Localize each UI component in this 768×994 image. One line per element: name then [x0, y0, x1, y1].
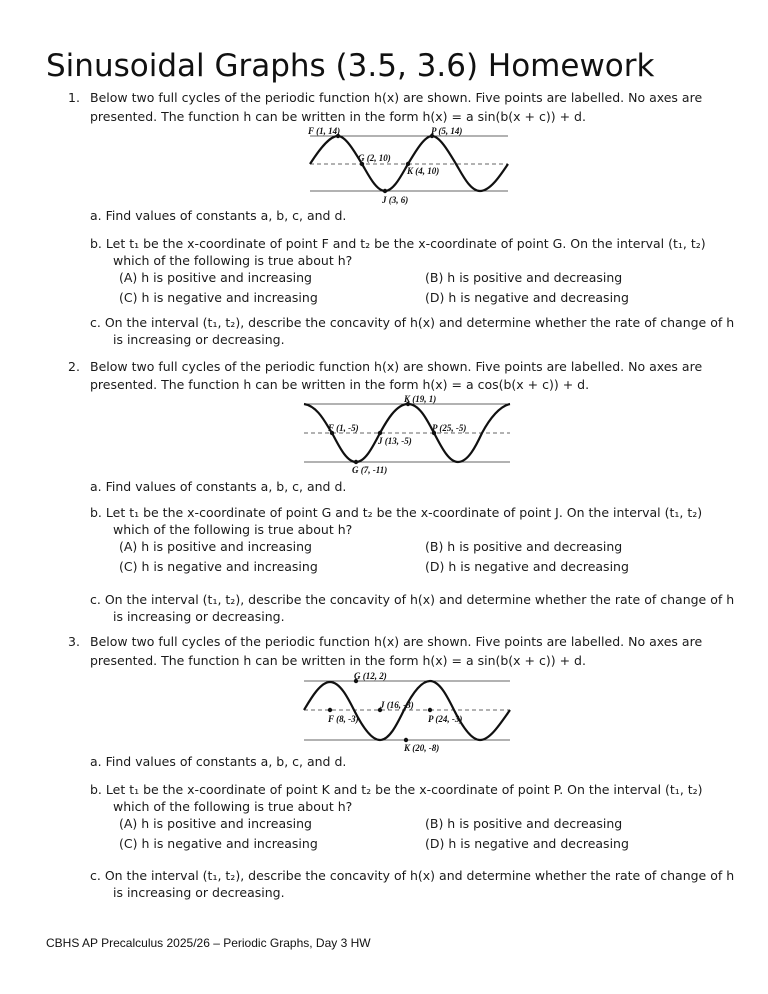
point-f-label: F (8, -3): [328, 714, 359, 724]
question-2-intro-line-1: Below two full cycles of the periodic function h(x) are shown. Five points are labelled. No axes are: [90, 359, 703, 374]
question-2-option-b: (B) h is positive and decreasing: [425, 539, 623, 554]
point-k-marker: [404, 738, 408, 742]
question-2-part-b-line-2: which of the following is true about h?: [113, 522, 353, 537]
question-2-part-c-line-1: c. On the interval (t₁, t₂), describe the concavity of h(x) and determine whether the rate of change of h: [90, 592, 735, 607]
point-j-label: J (3, 6): [382, 195, 409, 205]
point-j-label: J (13, -5): [378, 436, 412, 446]
question-3-part-c-line-1: c. On the interval (t₁, t₂), describe the concavity of h(x) and determine whether the rate of change of h: [90, 868, 735, 883]
point-k-label: K (20, -8): [404, 743, 440, 753]
question-2-graph: [296, 394, 516, 480]
question-3-intro-line-1: Below two full cycles of the periodic function h(x) are shown. Five points are labelled. No axes are: [90, 634, 703, 649]
point-g-label: G (12, 2): [354, 671, 387, 681]
question-2-option-c: (C) h is negative and increasing: [119, 559, 318, 574]
point-f-label: F (1, 14): [308, 126, 341, 136]
question-3-option-d: (D) h is negative and decreasing: [425, 836, 629, 851]
question-1-option-a: (A) h is positive and increasing: [119, 270, 312, 285]
question-3-number: 3.: [68, 634, 80, 649]
question-1-part-c-line-2: is increasing or decreasing.: [113, 332, 285, 347]
question-3-part-b-line-1: b. Let t₁ be the x-coordinate of point K and t₂ be the x-coordinate of point P. On the interval (t₁, t₂): [90, 782, 703, 797]
question-1-intro-line-1: Below two full cycles of the periodic function h(x) are shown. Five points are labelled. No axes are: [90, 90, 703, 105]
point-j-label: J (16, -3): [380, 700, 414, 710]
point-f-label: F (1, -5): [328, 423, 359, 433]
point-g-label: G (7, -11): [352, 465, 388, 475]
sine-curve: [304, 681, 510, 740]
point-k-label: K (19, 1): [404, 394, 437, 404]
point-k-label: K (4, 10): [407, 166, 440, 176]
point-f-marker: [328, 708, 332, 712]
question-1-option-b: (B) h is positive and decreasing: [425, 270, 623, 285]
question-2-number: 2.: [68, 359, 80, 374]
question-2-intro-line-2: presented. The function h can be written in the form h(x) = a cos(b(x + c)) + d.: [90, 377, 590, 392]
page-title: Sinusoidal Graphs (3.5, 3.6) Homework: [46, 48, 655, 84]
question-1-part-b-line-2: which of the following is true about h?: [113, 253, 353, 268]
question-3-intro-line-2: presented. The function h can be written in the form h(x) = a sin(b(x + c)) + d.: [90, 653, 586, 668]
question-3-part-c-line-2: is increasing or decreasing.: [113, 885, 285, 900]
question-2-part-c-line-2: is increasing or decreasing.: [113, 609, 285, 624]
question-1-part-a: a. Find values of constants a, b, c, and d.: [90, 208, 347, 223]
question-1-part-b-line-1: b. Let t₁ be the x-coordinate of point F and t₂ be the x-coordinate of point G. On the interval (t₁, t₂): [90, 236, 706, 251]
question-3-part-b-line-2: which of the following is true about h?: [113, 799, 353, 814]
question-2-part-b-line-1: b. Let t₁ be the x-coordinate of point G and t₂ be the x-coordinate of point J. On the interval (t₁, t₂): [90, 505, 703, 520]
question-1-option-d: (D) h is negative and decreasing: [425, 290, 629, 305]
question-1-graph: [300, 124, 520, 208]
question-3-option-c: (C) h is negative and increasing: [119, 836, 318, 851]
point-j-marker: [383, 189, 387, 193]
question-3-part-a: a. Find values of constants a, b, c, and d.: [90, 754, 347, 769]
point-p-label: P (5, 14): [431, 126, 463, 136]
question-2-option-d: (D) h is negative and decreasing: [425, 559, 629, 574]
point-g-marker: [354, 460, 358, 464]
question-1-intro-line-2: presented. The function h can be written in the form h(x) = a sin(b(x + c)) + d.: [90, 109, 586, 124]
question-3-graph: [296, 670, 518, 756]
question-2-part-a: a. Find values of constants a, b, c, and d.: [90, 479, 347, 494]
page-footer: CBHS AP Precalculus 2025/26 – Periodic Graphs, Day 3 HW: [46, 936, 371, 950]
point-p-label: P (24, -3): [428, 714, 463, 724]
point-g-label: G (2, 10): [358, 153, 391, 163]
point-j-marker: [378, 431, 382, 435]
question-1-part-c-line-1: c. On the interval (t₁, t₂), describe the concavity of h(x) and determine whether the rate of change of h: [90, 315, 735, 330]
question-2-option-a: (A) h is positive and increasing: [119, 539, 312, 554]
point-p-marker: [428, 708, 432, 712]
question-3-option-b: (B) h is positive and decreasing: [425, 816, 623, 831]
question-3-option-a: (A) h is positive and increasing: [119, 816, 312, 831]
point-p-label: P (25, -5): [432, 423, 467, 433]
question-1-number: 1.: [68, 90, 80, 105]
question-1-option-c: (C) h is negative and increasing: [119, 290, 318, 305]
